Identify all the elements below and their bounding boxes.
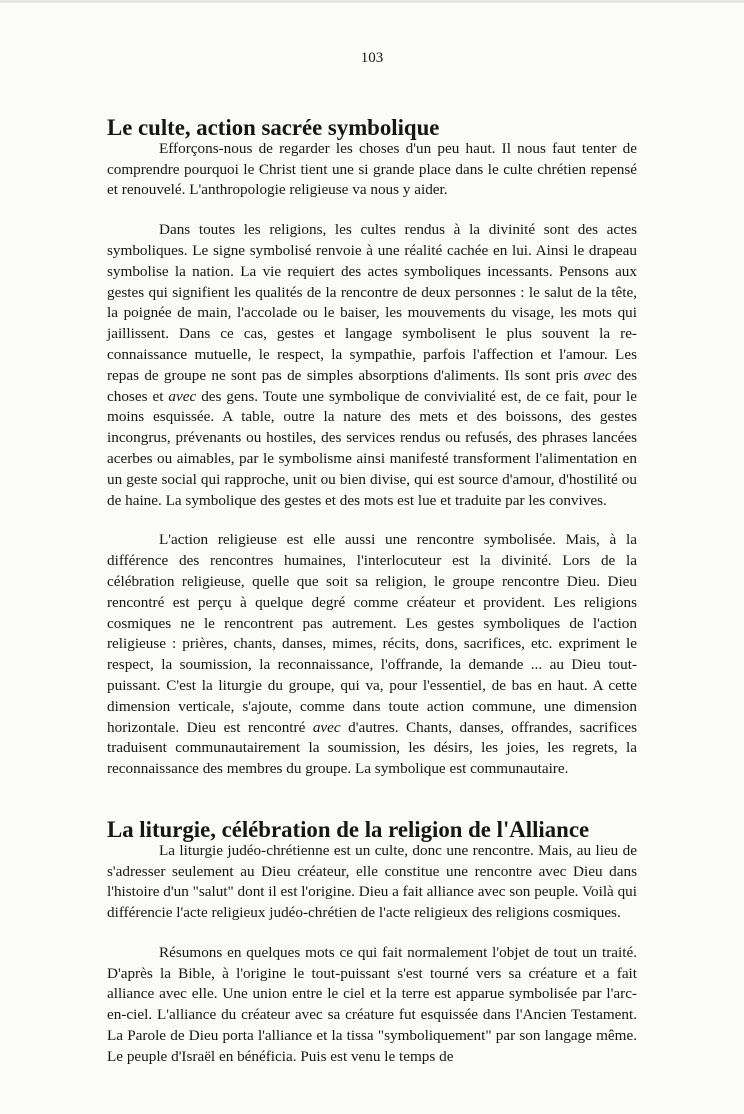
page-top-edge xyxy=(0,0,744,3)
section-title-liturgie: La liturgie, célébration de la religion de l'Alliance xyxy=(107,816,590,842)
section-title-culte: Le culte, action sacrée symbolique xyxy=(107,115,440,140)
page-number: 103 xyxy=(360,50,384,66)
paragraph: L'action religieuse est elle aussi une rencontre symbolisée. Mais, à la différence des rencontres humaines, l'interlocuteur est la divinité. Lors de la célébration religieuse, quelle que soit sa religion, le groupe rencontre Dieu. Dieu rencontré est perçu à quelque degré comme créateur et provident. Les religions cosmiques ne le rencontrent pas autrement. Les gestes symboliques de l'action religieuse : prières, chants, danses, mimes, récits, dons, sacrifices, etc. expriment le respect, la soumission, la reconnaissance, l'offrande, la demande ... au Dieu tout-puissant. C'est la liturgie du groupe, qui va, pour l'essentiel, de bas en haut. A cette dimension verticale, s'ajoute, comme dans toute action commune, une dimension horizontale. Dieu est rencontré avec d'autres. Chants, danses, offrandes, sacrifices traduisent communautairement la soumission, les désirs, les joies, les regrets, la reconnaissance des membres du groupe. La symbolique est communautaire. xyxy=(107,531,637,778)
document-body xyxy=(107,115,638,1068)
paragraph: Dans toutes les religions, les cultes rendus à la divinité sont des actes symboliques. Le signe symbolisé renvoie à une réalité cachée en lui. Ainsi le drapeau symbolise la nation. La vie requiert des actes symboliques incessants. Pensons aux gestes qui signifient les qualités de la rencontre de deux personnes : le salut de la tête, la poignée de main, l'accolade ou le baiser, les mouvements du visage, les mots qui jaillissent. Dans ce cas, gestes et langage symbolisent le plus souvent la re-connaissance mutuelle, le respect, la sympathie, parfois l'affection et l'amour. Les repas de groupe ne sont pas de simples absorptions d'aliments. Ils sont pris avec des choses et avec des gens. Toute une symbolique de convivialité est, de ce fait, pour le moins esquissée. A table, outre la nature des mets et des boissons, des gestes incongrus, prévenants ou hostiles, des services rendus ou refusés, des phrases lancées acerbes ou aimables, par le symbolisme ainsi manifesté transforment l'alimentation en un geste social qui rapproche, unit ou bien divise, qui est source d'amour, d'hostilité ou de haine. La symbolique des gestes et des mots est lue et traduite par les convives. xyxy=(107,221,638,509)
paragraph: La liturgie judéo-chrétienne est un culte, donc une rencontre. Mais, au lieu de s'adresser seulement au Dieu créateur, elle constitue une rencontre avec Dieu dans l'histoire d'un "salut" dont il est l'origine. Dieu a fait alliance avec son peuple. Voilà qui différencie l'acte religieux judéo-chrétien de l'acte religieux des religions cosmiques. xyxy=(107,841,637,922)
paragraph: Résumons en quelques mots ce qui fait normalement l'objet de tout un traité. D'après la Bible, à l'origine le tout-puissant s'est tourné vers sa créature et a fait alliance avec elle. Une union entre le ciel et la terre est apparue symbolisée par l'arc-en-ciel. L'alliance du créateur avec sa créature fut esquissée dans l'Ancien Testament. La Parole de Dieu porta l'alliance et la tissa "symboliquement" par son langage même. Le peuple d'Israël en bénéficia. Puis est venu le temps de xyxy=(107,943,637,1065)
paragraph: Efforçons-nous de regarder les choses d'un peu haut. Il nous faut tenter de comprendre pourquoi le Christ tient une si grande place dans le culte chrétien repensé et renouvelé. L'anthropologie religieuse va nous y aider. xyxy=(107,139,637,199)
